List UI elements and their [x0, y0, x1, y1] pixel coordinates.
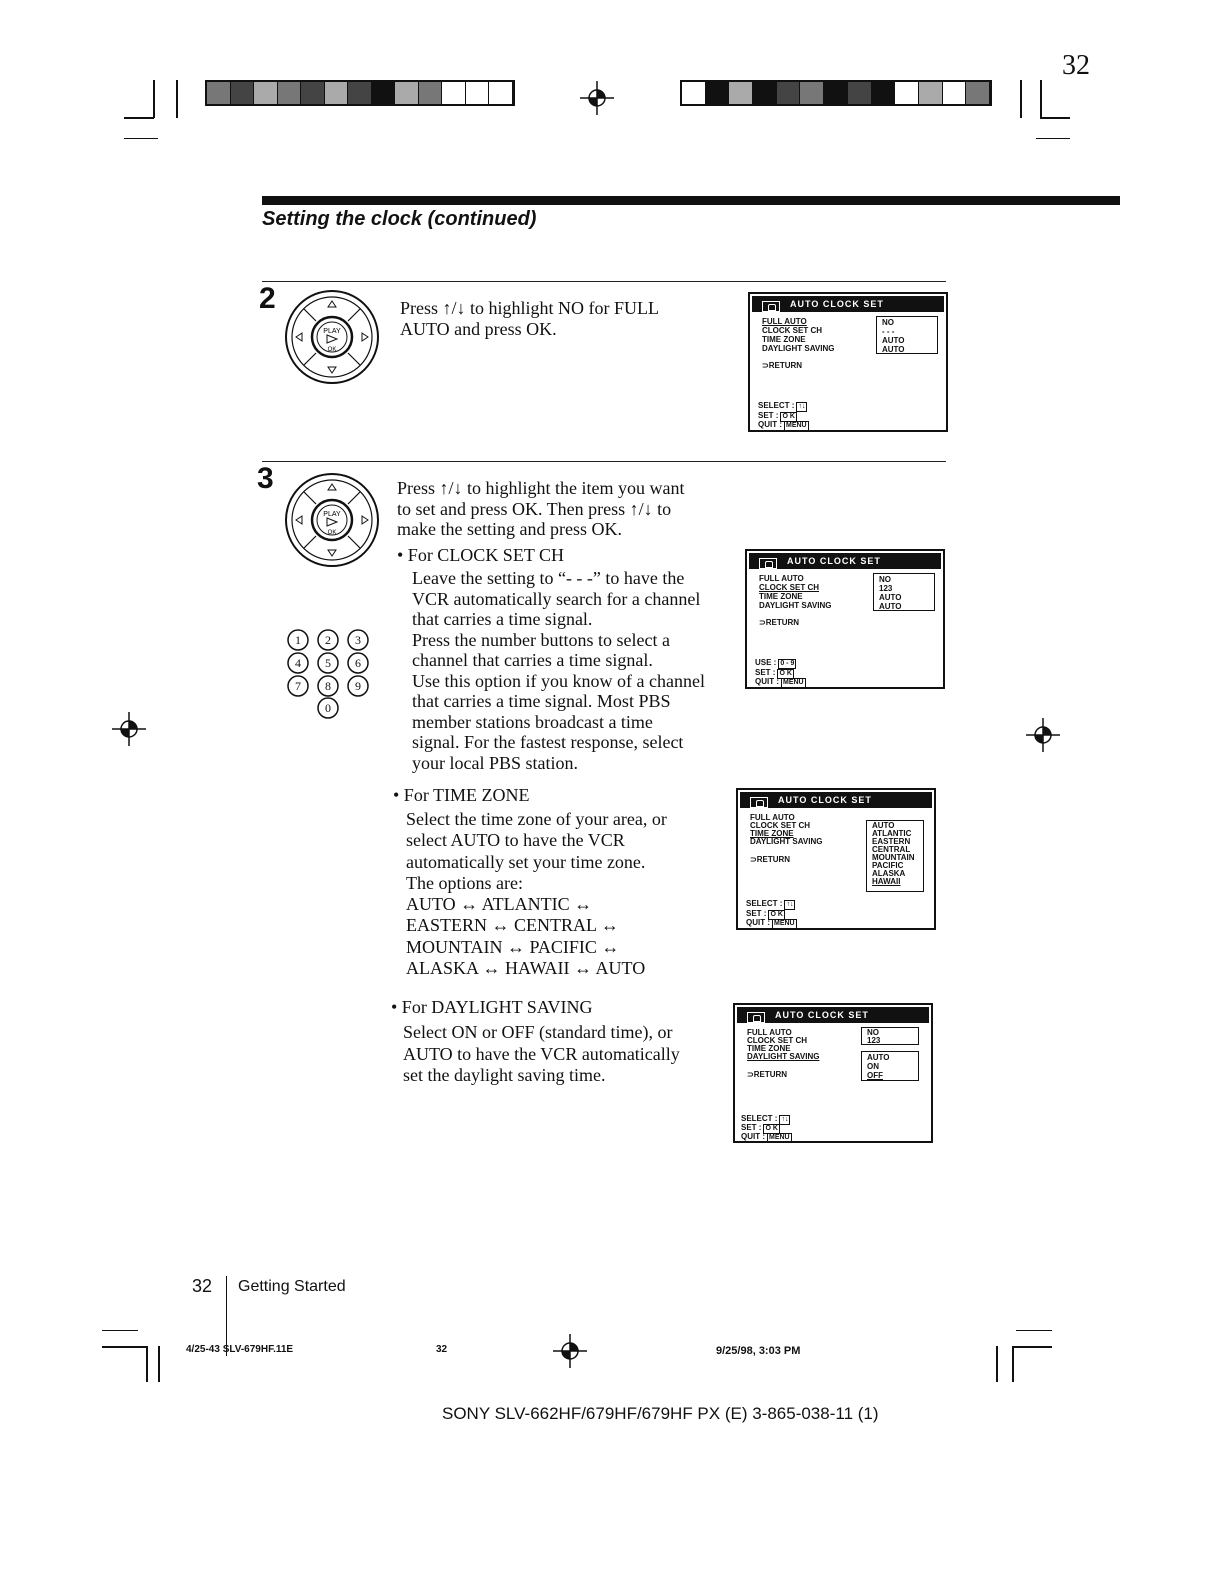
- svg-text:5: 5: [325, 656, 331, 670]
- step-number: 2: [259, 282, 276, 315]
- registration-bar-right: [680, 80, 992, 106]
- step-divider: [262, 281, 946, 282]
- svg-text:4: 4: [295, 656, 301, 670]
- crop-mark: [124, 138, 158, 139]
- crop-mark: [176, 80, 178, 118]
- registration-crosshair-icon: [112, 712, 146, 746]
- svg-text:8: 8: [325, 679, 331, 693]
- crop-mark: [1016, 1330, 1052, 1331]
- svg-text:OK: OK: [327, 530, 337, 536]
- number-keypad-icon: [284, 626, 376, 720]
- clock-set-ch-description: Leave the setting to “- - -” to have the VCR automatically search for a channel that carries a time signal. Press the number buttons to select a channel that carries a time signal. Use this option if you know of a channel that carries a time signal. Most PBS member stations broadcast a time signal. For the fastest response, select your local PBS station.: [412, 568, 705, 773]
- step-number: 3: [257, 462, 274, 495]
- step-3-instruction: Press ↑/↓ to highlight the item you want to set and press OK. Then press ↑/↓ to make the setting and press OK.: [397, 478, 685, 539]
- registration-crosshair-icon: [553, 1334, 587, 1368]
- page-number: 32: [192, 1276, 213, 1296]
- step-divider: [262, 461, 946, 462]
- bullet-daylight-saving: • For DAYLIGHT SAVING: [391, 997, 593, 1017]
- section-title: Setting the clock (continued): [262, 208, 537, 230]
- svg-text:3: 3: [355, 633, 361, 647]
- osd-screen-daylight-saving: AUTO CLOCK SET FULL AUTO CLOCK SET CH TIME ZONE DAYLIGHT SAVING ⊃RETURN NO 123 AUTO ON OFF SELECT : ↑↓ SET : O K QUIT : MENU: [733, 1003, 933, 1143]
- crop-mark: [1040, 80, 1042, 118]
- crop-mark: [102, 1346, 148, 1348]
- header-rule: [262, 196, 1120, 205]
- svg-text:0: 0: [325, 701, 331, 715]
- crop-mark: [1036, 138, 1070, 139]
- crop-mark: [153, 80, 155, 118]
- remote-dpad-icon: [284, 289, 380, 385]
- crop-mark: [146, 1346, 148, 1382]
- menu-icon: [762, 301, 780, 312]
- registration-crosshair-icon: [1026, 718, 1060, 752]
- crop-mark: [1012, 1346, 1014, 1382]
- section-name: Getting Started: [238, 1278, 346, 1295]
- time-zone-description: Select the time zone of your area, or select AUTO to have the VCR automatically set your time zone. The options are: AUTO ↔ ATLANTIC ↔ EASTERN ↔ CENTRAL ↔ MOUNTAIN ↔ PACIFIC ↔ ALASKA ↔ HAWAII ↔ AUTO: [406, 809, 667, 979]
- menu-icon: [759, 558, 777, 569]
- crop-mark: [124, 117, 154, 119]
- bullet-time-zone: • For TIME ZONE: [393, 785, 530, 805]
- crop-mark: [1040, 117, 1070, 119]
- daylight-saving-description: Select ON or OFF (standard time), or AUTO to have the VCR automatically set the daylight saving time.: [403, 1022, 680, 1085]
- slug-page: 32: [436, 1344, 448, 1355]
- crop-mark: [996, 1346, 998, 1382]
- svg-text:9: 9: [355, 679, 361, 693]
- registration-crosshair-icon: [580, 81, 614, 115]
- crop-mark: [102, 1330, 138, 1331]
- svg-text:2: 2: [325, 633, 331, 647]
- handwritten-page-mark: 32: [1062, 50, 1090, 81]
- model-line: SONY SLV-662HF/679HF/679HF PX (E) 3-865-038-11 (1): [442, 1404, 879, 1423]
- crop-mark: [158, 1346, 160, 1382]
- slug-filename: 4/25-43 SLV-679HF.11E: [186, 1344, 294, 1355]
- step-2-instruction: Press ↑/↓ to highlight NO for FULL AUTO and press OK.: [400, 298, 659, 339]
- registration-bar-left: [205, 80, 515, 106]
- slug-date: 9/25/98, 3:03 PM: [716, 1345, 801, 1357]
- svg-text:7: 7: [295, 679, 301, 693]
- svg-text:PLAY: PLAY: [323, 511, 341, 518]
- svg-text:OK: OK: [327, 347, 337, 353]
- osd-screen-time-zone: AUTO CLOCK SET FULL AUTO CLOCK SET CH TIME ZONE DAYLIGHT SAVING ⊃RETURN AUTO ATLANTIC EASTERN CENTRAL MOUNTAIN PACIFIC ALASKA HAWAII SELECT : ↑↓ SET : O K QUIT : MENU: [736, 788, 936, 930]
- svg-text:PLAY: PLAY: [323, 328, 341, 335]
- osd-screen-clock-set-ch: AUTO CLOCK SET FULL AUTO CLOCK SET CH TIME ZONE DAYLIGHT SAVING ⊃RETURN NO 123 AUTO AUTO USE : 0 - 9 SET : O K QUIT : MENU: [745, 549, 945, 689]
- bullet-clock-set-ch: • For CLOCK SET CH: [397, 545, 564, 565]
- svg-text:1: 1: [295, 633, 301, 647]
- svg-text:6: 6: [355, 656, 361, 670]
- crop-mark: [1012, 1346, 1052, 1348]
- menu-icon: [750, 797, 768, 808]
- osd-screen-full-auto: AUTO CLOCK SET FULL AUTO CLOCK SET CH TIME ZONE DAYLIGHT SAVING ⊃RETURN NO - - - AUTO AUTO SELECT : ↑↓ SET : O K QUIT : MENU: [748, 292, 948, 432]
- remote-dpad-icon: [284, 472, 380, 568]
- menu-icon: [747, 1012, 765, 1023]
- crop-mark: [1020, 80, 1022, 118]
